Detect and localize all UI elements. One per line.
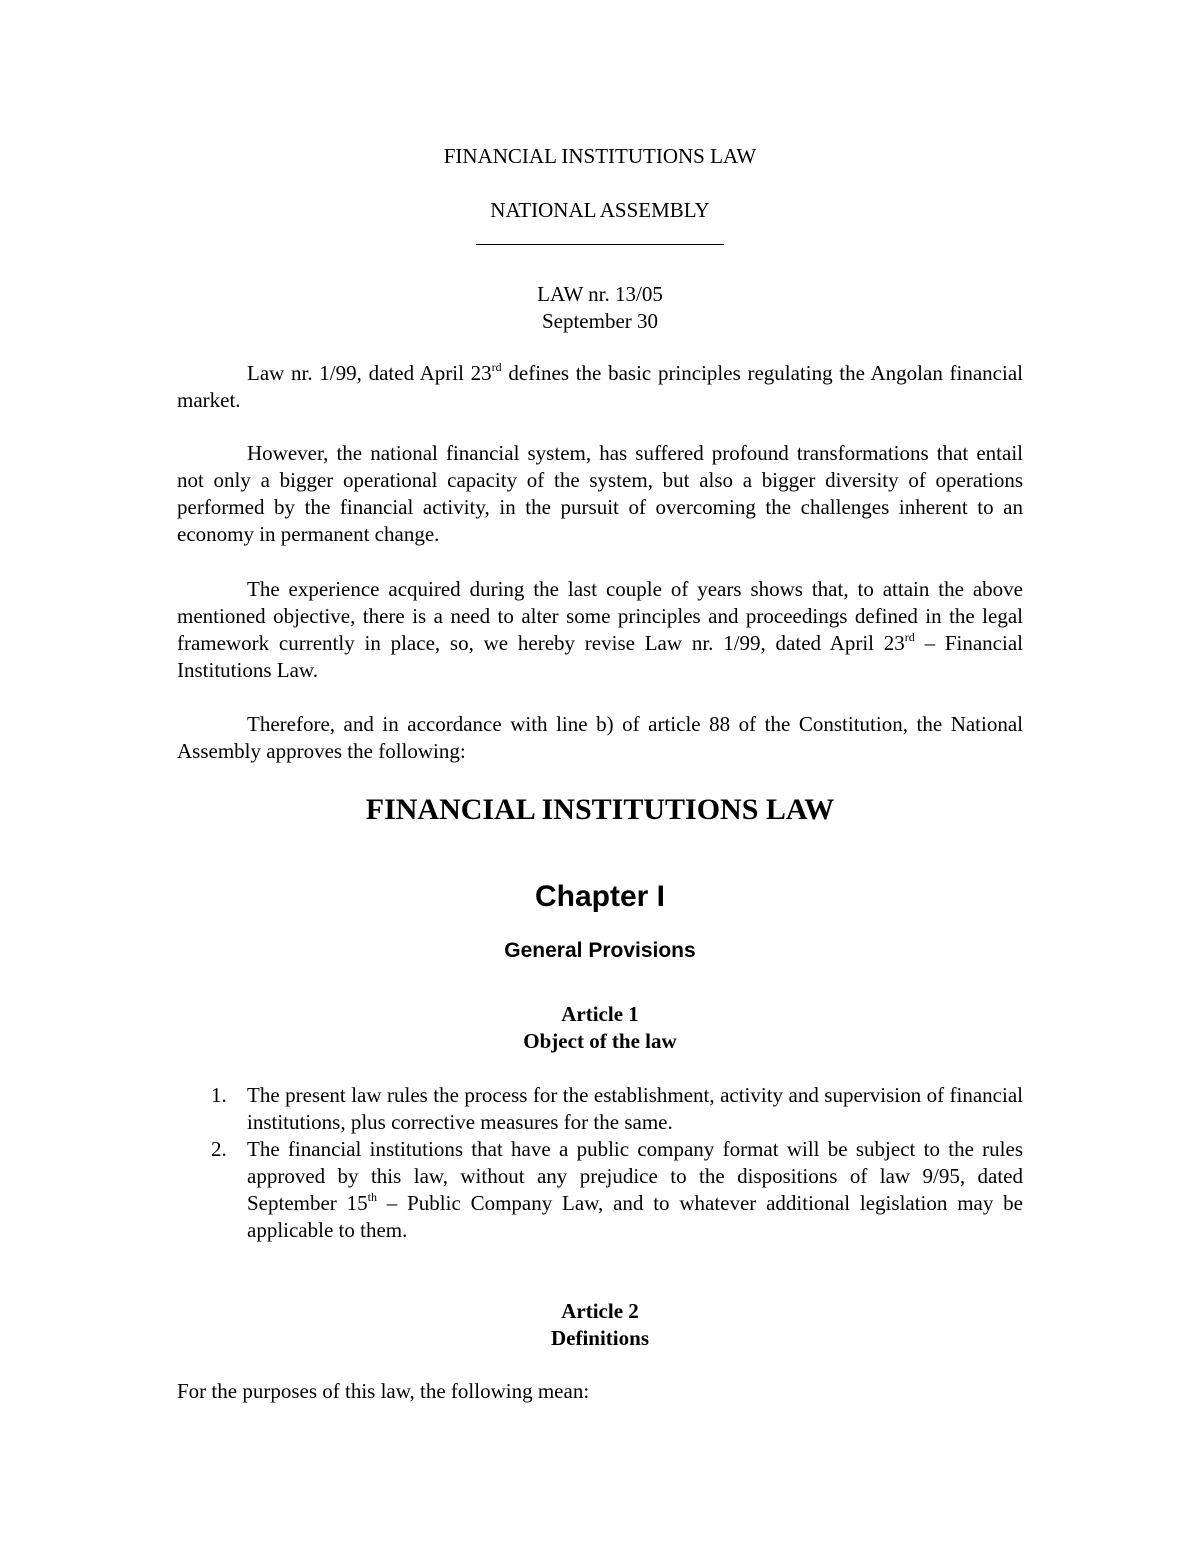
issuer-name: NATIONAL ASSEMBLY xyxy=(490,198,710,222)
preamble-paragraph-3: The experience acquired during the last couple of years shows that, to attain the above mentioned objective, there is a need to alter some principles and proceedings defined in the legal framework currently in place, so, we hereby revise Law nr. 1/99, dated April 23rd – Financial Institutions Law. xyxy=(177,577,1023,682)
article-1-heading: Object of the law xyxy=(523,1029,677,1053)
article-1-number: Article 1 xyxy=(561,1002,639,1026)
list-item-number: 2. xyxy=(211,1137,227,1161)
document-title: FINANCIAL INSTITUTIONS LAW xyxy=(443,144,757,168)
chapter-heading: Chapter I xyxy=(534,880,666,913)
section-heading: General Provisions xyxy=(504,939,696,962)
preamble-paragraph-2: However, the national financial system, has suffered profound transformations that entail not only a bigger operational capacity of the system, but also a bigger diversity of operations performed by the financial activity, in the pursuit of overcoming the challenges inherent to an economy in permanent change. xyxy=(177,441,1023,546)
list-item-number: 1. xyxy=(211,1083,227,1107)
law-heading: FINANCIAL INSTITUTIONS LAW xyxy=(365,793,835,826)
law-number: LAW nr. 13/05 xyxy=(537,282,663,306)
list-item: 1. The present law rules the process for the establishment, activity and supervision of financial institutions, plus corrective measures for the same. xyxy=(211,1083,1023,1134)
law-date: September 30 xyxy=(541,309,659,333)
preamble-paragraph-1: Law nr. 1/99, dated April 23rd defines the basic principles regulating the Angolan financial market. xyxy=(177,360,1023,412)
article-1-list xyxy=(177,1082,1023,1244)
article-2-number: Article 2 xyxy=(561,1299,639,1323)
article-2-intro: For the purposes of this law, the following mean: xyxy=(177,1379,590,1403)
list-item: 2. The financial institutions that have a public company format will be subject to the rules approved by this law, without any prejudice to the dispositions of law 9/95, dated September 15th – Public Company Law, and to whatever additional legislation may be applicable to them. xyxy=(211,1137,1023,1242)
article-2-heading: Definitions xyxy=(550,1326,649,1350)
preamble-paragraph-4: Therefore, and in accordance with line b) of article 88 of the Constitution, the National Assembly approves the following: xyxy=(177,712,1023,763)
header-divider xyxy=(476,244,724,245)
